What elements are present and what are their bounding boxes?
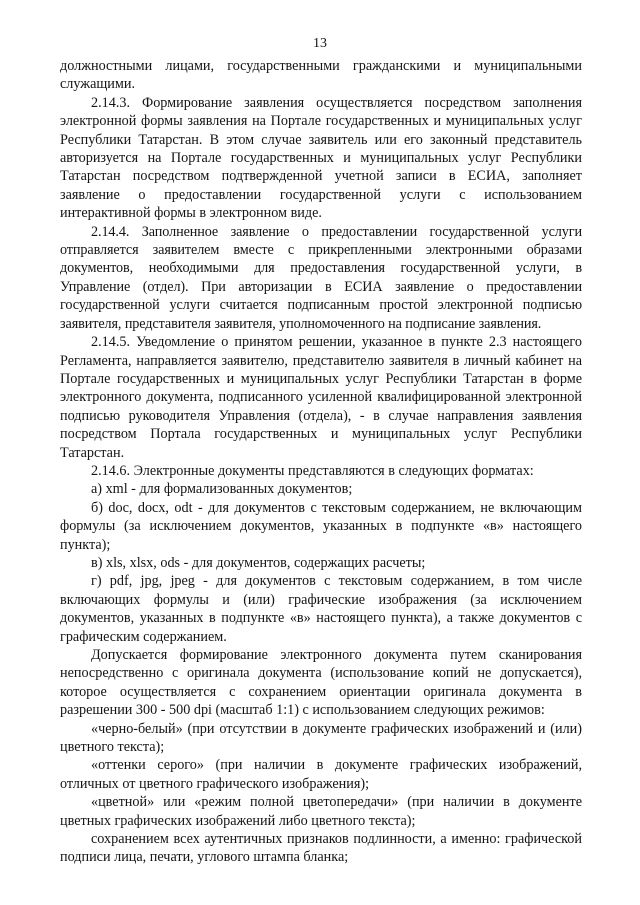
list-item-g: г) pdf, jpg, jpeg - для документов с текстовым содержанием, в том числе включающих формулы и (или) графические изображения (за исключением документов, указанных в подпункте «в» настоящего пункта), а также документов с графическим содержанием. [60, 573, 582, 645]
list-item-a: а) xml - для формализованных документов; [91, 481, 353, 498]
mode-black-white: «черно-белый» (при отсутствии в документе графических изображений и (или) цветного текста); [60, 720, 582, 756]
mode-color: «цветной» или «режим полной цветопередачи» (при наличии в документе цветных графических изображений либо цветного текста); [60, 794, 582, 829]
page-number: 13 [313, 36, 327, 51]
document-body [60, 57, 582, 867]
paragraph-2-14-3: 2.14.3. Формирование заявления осуществляется посредством заполнения электронной формы заявления на Портале государственных и муниципальных услуг Республики Татарстан. В этом случае заявитель или его законный представитель авторизуется на Портале государственных и муниципальных услуг Республики Татарстан посредством подтвержденной учетной записи в ЕСИА, заполняет заявление о предоставлении государственной услуги с использованием интерактивной формы в электронном виде. [60, 94, 582, 222]
list-item-b: б) doc, docx, odt - для документов с текстовым содержанием, не включающим формулы (за исключением документов, указанных в подпункте «в» настоящего пункта); [60, 499, 582, 553]
paragraph-scanning: Допускается формирование электронного документа путем сканирования непосредственно с оригинала документа (использование копий не допускается), которое осуществляется с сохранением ориентации оригинала документа в разрешении 300 - 500 dpi (масштаб 1:1) с использованием следующих режимов: [60, 647, 582, 719]
paragraph-2-14-5: 2.14.5. Уведомление о принятом решении, указанное в пункте 2.3 настоящего Регламента, направляется заявителю, представителю заявителя в личный кабинет на Портале государственных и муниципальных услуг Республики Татарстан в форме электронного документа, подписанного усиленной квалифицированной электронной подписью руководителя Управления (отдела), - в случае направления заявления посредством Портала государственных и муниципальных услуг Республики Татарстан. [60, 334, 582, 461]
mode-grayscale: «оттенки серого» (при наличии в документе графических изображений, отличных от цветного графического изображения); [60, 757, 582, 792]
paragraph-2-14-4: 2.14.4. Заполненное заявление о предоставлении государственной услуги отправляется заявителем вместе с прикрепленными электронными образами документов, необходимыми для предоставления государственной услуги, в Управление (отдел). При авторизации в ЕСИА заявление о предоставлении государственной услуги считается подписанным простой электронной подписью заявителя, представителя заявителя, уполномоченного на подписание заявления. [60, 223, 582, 332]
paragraph-2-14-6: 2.14.6. Электронные документы представляются в следующих форматах: [91, 462, 534, 479]
paragraph-continuation: должностными лицами, государственными гражданскими и муниципальными служащими. [60, 58, 582, 93]
paragraph-authenticity: сохранением всех аутентичных признаков подлинности, а именно: графической подписи лица, печати, углового штампа бланка; [60, 831, 582, 866]
list-item-v: в) xls, xlsx, ods - для документов, содержащих расчеты; [91, 554, 426, 571]
